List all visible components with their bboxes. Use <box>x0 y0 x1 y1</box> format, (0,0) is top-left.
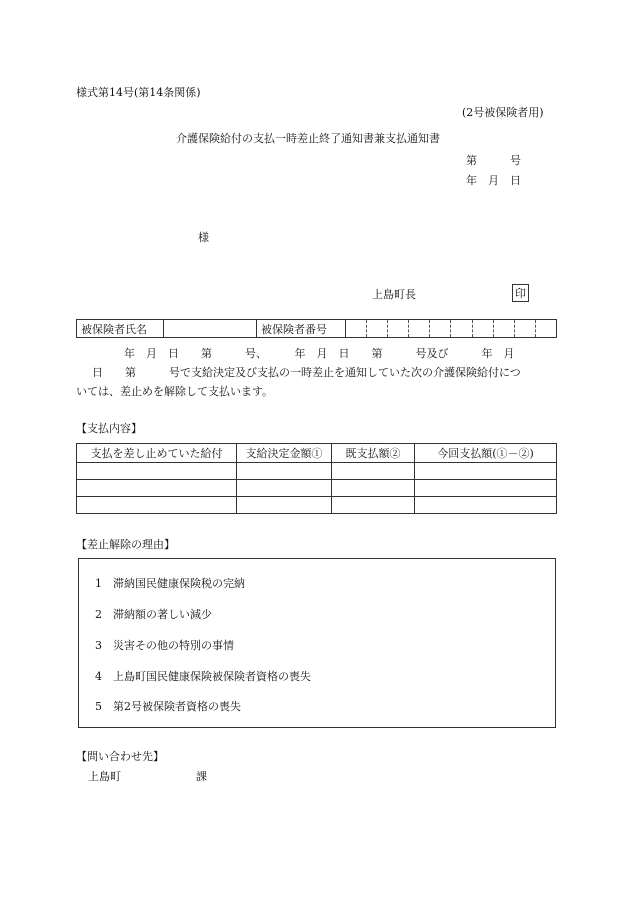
reason-number: 1 <box>95 577 102 590</box>
reason-number: 2 <box>95 608 102 621</box>
contact-section-heading: 【問い合わせ先】 <box>76 750 164 763</box>
reason-number: 4 <box>95 670 102 683</box>
table-row <box>77 480 557 497</box>
list-item <box>95 698 241 714</box>
list-item <box>95 575 245 591</box>
body-line-2: 日 第 号で支給決定及び支払の一時差止を通知していた次の介護保険給付につ <box>92 366 521 379</box>
reason-section-heading: 【差止解除の理由】 <box>76 538 175 551</box>
reason-number: 3 <box>95 639 102 652</box>
insured-name-label: 被保険者氏名 <box>77 320 164 338</box>
recipient-suffix: 様 <box>198 231 209 244</box>
payment-table <box>76 443 557 514</box>
document-number: 第 号 <box>466 154 521 167</box>
page-title: 介護保険給付の支払一時差止終了通知書兼支払通知書 <box>176 132 440 145</box>
contact-department: 課 <box>196 770 207 783</box>
table-row <box>77 463 557 480</box>
payment-header-decided: 支給決定金額① <box>237 444 332 463</box>
list-item <box>95 606 212 622</box>
reason-text: 第2号被保険者資格の喪失 <box>113 700 241 713</box>
target-label: (2号被保険者用) <box>462 106 544 119</box>
insured-number-label: 被保険者番号 <box>257 320 346 338</box>
seal-mark: 印 <box>512 284 529 302</box>
insured-number-cells <box>346 320 557 338</box>
list-item <box>95 637 234 653</box>
form-number: 様式第14号(第14条関係) <box>76 86 201 99</box>
reason-box <box>78 558 556 728</box>
insured-info-table <box>76 319 557 338</box>
table-row <box>77 497 557 514</box>
contact-town: 上島町 <box>88 770 121 783</box>
payment-header-current: 今回支払額(①－②) <box>415 444 557 463</box>
list-item <box>95 668 311 684</box>
reason-text: 滞納国民健康保険税の完納 <box>113 577 245 590</box>
insured-name-cell <box>164 320 257 338</box>
body-line-1: 年 月 日 第 号、 年 月 日 第 号及び 年 月 <box>124 347 515 360</box>
reason-text: 上島町国民健康保険被保険者資格の喪失 <box>113 670 311 683</box>
payment-header-paid: 既支払額② <box>332 444 415 463</box>
issuer-name: 上島町長 <box>372 288 416 301</box>
body-line-3: いては、差止めを解除して支払います。 <box>76 385 274 398</box>
reason-text: 災害その他の特別の事情 <box>113 639 234 652</box>
payment-section-heading: 【支払内容】 <box>76 422 142 435</box>
reason-number: 5 <box>95 700 102 713</box>
issue-date: 年 月 日 <box>466 174 521 187</box>
payment-header-benefit: 支払を差し止めていた給付 <box>77 444 237 463</box>
reason-text: 滞納額の著しい減少 <box>113 608 212 621</box>
